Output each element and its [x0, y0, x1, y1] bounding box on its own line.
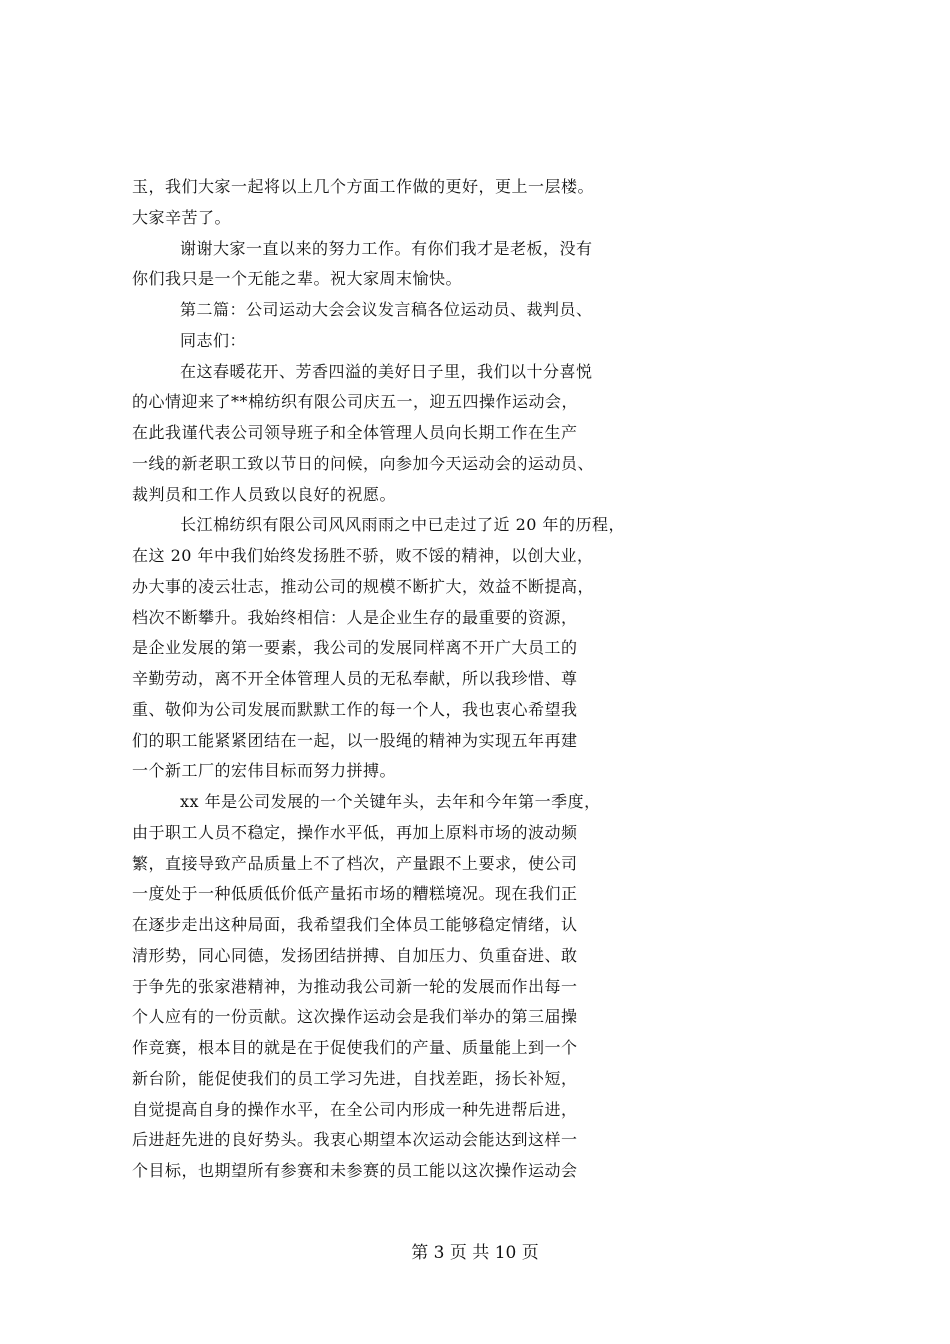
text-line: 长江棉纺织有限公司风风雨雨之中已走过了近 20 年的历程，	[180, 515, 626, 534]
text-line: 一个新工厂的宏伟目标而努力拼搏。	[132, 761, 397, 780]
text-line: 大家辛苦了。	[132, 208, 232, 227]
text-line: 在此我谨代表公司领导班子和全体管理人员向长期工作在生产	[132, 423, 578, 442]
text-line: 在这 20 年中我们始终发扬胜不骄，败不馁的精神，以创大业，	[132, 546, 594, 565]
text-line: 清形势，同心同德，发扬团结拼搏、自加压力、负重奋进、敢	[132, 946, 578, 965]
text-line: 繁，直接导致产品质量上不了档次，产量跟不上要求，使公司	[132, 854, 578, 873]
text-line: 后进赶先进的良好势头。我衷心期望本次运动会能达到这样一	[132, 1130, 578, 1149]
text-line: 作竞赛，根本目的就是在于促使我们的产量、质量能上到一个	[132, 1038, 578, 1057]
text-line: 办大事的凌云壮志，推动公司的规模不断扩大，效益不断提高，	[132, 577, 595, 596]
text-line: 们的职工能紧紧团结在一起，以一股绳的精神为实现五年再建	[132, 731, 578, 750]
text-line: 个人应有的一份贡献。这次操作运动会是我们举办的第三届操	[132, 1007, 578, 1026]
text-line: 在这春暖花开、芳香四溢的美好日子里，我们以十分喜悦	[180, 362, 593, 381]
text-line: 档次不断攀升。我始终相信：人是企业生存的最重要的资源，	[132, 608, 578, 627]
text-line: 的心情迎来了**棉纺织有限公司庆五一，迎五四操作运动会，	[132, 392, 579, 411]
text-line: 玉，我们大家一起将以上几个方面工作做的更好，更上一层楼。	[132, 177, 595, 196]
text-line: 一度处于一种低质低价低产量拓市场的糟糕境况。现在我们正	[132, 884, 578, 903]
text-line: 辛勤劳动，离不开全体管理人员的无私奉献，所以我珍惜、尊	[132, 669, 578, 688]
text-line: 重、敬仰为公司发展而默默工作的每一个人，我也衷心希望我	[132, 700, 578, 719]
text-line: xx 年是公司发展的一个关键年头，去年和今年第一季度，	[180, 792, 601, 811]
text-line: 谢谢大家一直以来的努力工作。有你们我才是老板，没有	[180, 239, 593, 258]
salutation: 同志们：	[180, 331, 247, 350]
section-heading: 第二篇：公司运动大会会议发言稿各位运动员、裁判员、	[180, 300, 593, 319]
page-number: 第 3 页 共 10 页	[411, 1243, 539, 1263]
text-line: 裁判员和工作人员致以良好的祝愿。	[132, 485, 397, 504]
text-line: 由于职工人员不稳定，操作水平低，再加上原料市场的波动频	[132, 823, 578, 842]
text-line: 在逐步走出这种局面，我希望我们全体员工能够稳定情绪，认	[132, 915, 578, 934]
text-line: 你们我只是一个无能之辈。祝大家周末愉快。	[132, 269, 463, 288]
text-line: 于争先的张家港精神，为推动我公司新一轮的发展而作出每一	[132, 977, 578, 996]
text-line: 是企业发展的第一要素，我公司的发展同样离不开广大员工的	[132, 638, 578, 657]
text-line: 自觉提高自身的操作水平，在全公司内形成一种先进帮后进，	[132, 1100, 578, 1119]
text-line: 新台阶，能促使我们的员工学习先进，自找差距，扬长补短，	[132, 1069, 578, 1088]
text-line: 个目标，也期望所有参赛和未参赛的员工能以这次操作运动会	[132, 1161, 578, 1180]
text-line: 一线的新老职工致以节日的问候，向参加今天运动会的运动员、	[132, 454, 595, 473]
